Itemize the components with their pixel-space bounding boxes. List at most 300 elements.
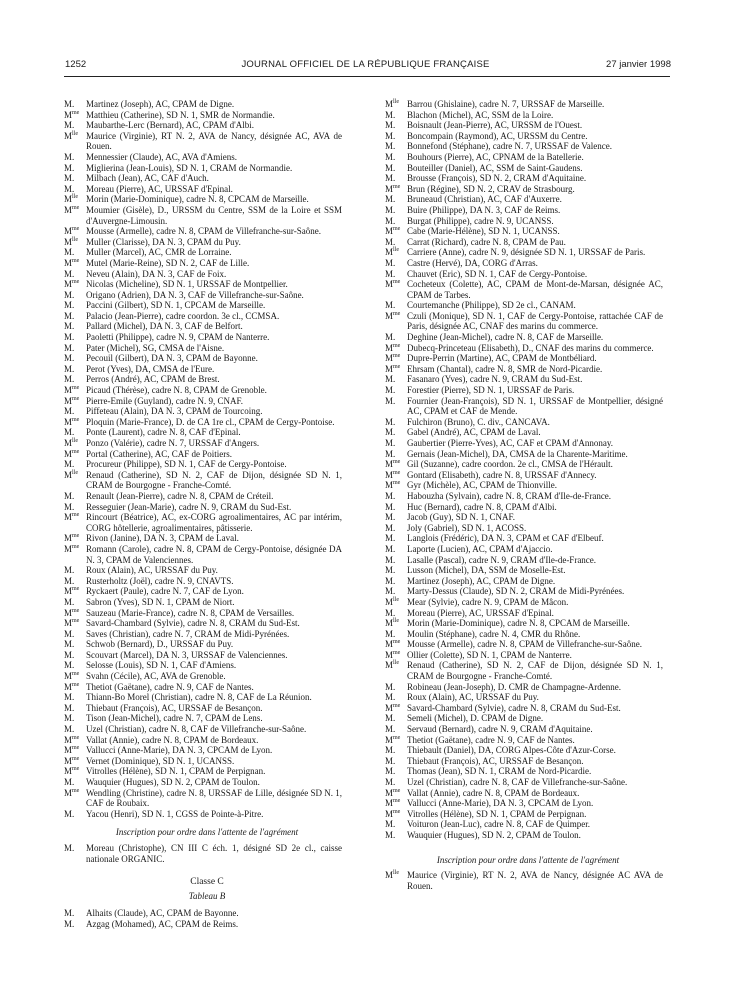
civility: M. xyxy=(385,194,396,205)
list-item xyxy=(58,766,342,777)
list-item xyxy=(58,919,342,930)
civility: $M^{me}$ xyxy=(64,543,80,554)
entry-text: Wauquier (Hugues), SD N. 2, CPAM de Toulon. xyxy=(407,829,581,840)
civility: $M^{me}$ xyxy=(385,353,401,364)
list-item xyxy=(58,396,342,407)
entry-text: Vallucci (Anne-Marie), DA N. 3, CPCAM de Lyon. xyxy=(407,798,594,809)
publication-date: 27 janvier 1998 xyxy=(606,59,671,70)
civility: $M^{me}$ xyxy=(385,183,401,194)
entry-text: Pierre-Emile (Guyland), cadre N. 9, CNAF. xyxy=(86,395,243,406)
list-item xyxy=(58,184,342,195)
list-item xyxy=(58,427,342,438)
entry-text: Sabron (Yves), SD N. 1, CPAM de Niort. xyxy=(86,596,235,607)
list-item xyxy=(379,374,663,385)
left-final-list xyxy=(58,908,342,929)
list-item xyxy=(58,724,342,735)
civility: M. xyxy=(64,628,75,639)
entry-text: Pecouil (Gilbert), DA N. 3, CPAM de Bayonne. xyxy=(86,353,258,364)
entry-text: Gernais (Jean-Michel), DA, CMSA de la Charente-Maritime. xyxy=(407,448,628,459)
civility: M. xyxy=(385,607,396,618)
list-item xyxy=(379,870,663,891)
list-item xyxy=(379,555,663,566)
civility: M. xyxy=(64,713,75,724)
civility: $M^{me}$ xyxy=(385,639,401,650)
civility: M. xyxy=(385,385,396,396)
civility: M. xyxy=(385,565,396,576)
entry-text: Maubarthe-Lerc (Bernard), AC, CPAM d'Albi. xyxy=(86,120,255,131)
list-item xyxy=(379,586,663,597)
civility: M. xyxy=(64,300,75,311)
entry-text: Renaud (Catherine), SD N. 2, CAF de Dijon, désignée SD N. 1, CRAM de Bourgogne - Franche-Comté. xyxy=(407,660,663,682)
civility: M. xyxy=(385,332,396,343)
civility: M. xyxy=(64,162,75,173)
entry-text: Blachon (Michel), AC, SSM de la Loire. xyxy=(407,109,554,120)
entry-text: Gontard (Elisabeth), cadre N. 8, URSSAF d'Annecy. xyxy=(407,469,597,480)
entry-text: Vernet (Dominique), SD N. 1, UCANSS. xyxy=(86,755,235,766)
civility: M. xyxy=(64,173,75,184)
civility: M. xyxy=(385,713,396,724)
entry-text: Uzel (Christian), cadre N. 8, CAF de Villefranche-sur-Saône. xyxy=(86,724,307,735)
civility: $M^{lle}$ xyxy=(64,130,79,141)
civility: M. xyxy=(64,310,75,321)
list-item xyxy=(58,269,342,280)
entry-text: Paoletti (Philippe), cadre N. 9, CPAM de Nanterre. xyxy=(86,332,270,343)
entry-text: Buire (Philippe), DA N. 3, CAF de Reims. xyxy=(407,204,561,215)
list-item xyxy=(58,671,342,682)
civility: $M^{me}$ xyxy=(385,702,401,713)
list-item xyxy=(58,576,342,587)
list-item xyxy=(379,343,663,354)
entry-text: Ponzo (Valérie), cadre N. 7, URSSAF d'Angers. xyxy=(86,438,260,448)
civility: M. xyxy=(385,204,396,215)
list-item xyxy=(58,491,342,502)
list-item xyxy=(379,120,663,131)
civility: M. xyxy=(64,908,75,919)
entry-text: Czuli (Monique), SD N. 1, CAF de Cergy-Pontoise, rattachée CAF de Paris, désignée AC, CNAF des marins du commerce. xyxy=(407,310,663,332)
list-item xyxy=(58,226,342,237)
civility: $M^{me}$ xyxy=(64,448,80,459)
list-item xyxy=(379,798,663,809)
list-item xyxy=(58,417,342,428)
civility: M. xyxy=(64,363,75,374)
entry-text: Cocheteux (Colette), AC, CPAM de Mont-de-Marsan, désignée AC, CPAM de Tarbes. xyxy=(407,279,663,300)
list-item xyxy=(379,385,663,396)
list-item xyxy=(379,724,663,735)
civility: M. xyxy=(64,120,75,131)
list-item xyxy=(379,417,663,428)
list-item xyxy=(58,131,342,152)
entry-text: Paccini (Gilbert), SD N. 1, CPCAM de Marseille. xyxy=(86,300,266,311)
list-item xyxy=(379,713,663,724)
entry-text: Roux (Alain), AC, URSSAF du Puy. xyxy=(407,692,539,703)
list-item xyxy=(58,788,342,809)
entry-text: Vallat (Annie), cadre N. 8, CPAM de Bordeaux. xyxy=(407,787,580,798)
civility: M. xyxy=(64,842,75,853)
civility: $M^{me}$ xyxy=(64,681,80,692)
list-item xyxy=(58,735,342,746)
list-item xyxy=(379,332,663,343)
civility: M. xyxy=(64,183,75,194)
list-item xyxy=(58,502,342,513)
civility: $M^{me}$ xyxy=(385,279,401,290)
list-item xyxy=(58,608,342,619)
list-item xyxy=(379,99,663,110)
list-item xyxy=(58,364,342,375)
entry-text: Azgag (Mohamed), AC, CPAM de Reims. xyxy=(86,918,239,929)
entry-text: Courtemanche (Philippe), SD 2e cl., CANAM. xyxy=(407,300,576,311)
list-item xyxy=(379,512,663,523)
entry-text: Morin (Marie-Dominique), cadre N. 8, CPCAM de Marseille. xyxy=(407,618,630,629)
civility: M. xyxy=(385,490,396,501)
list-item xyxy=(379,597,663,608)
civility: M. xyxy=(385,501,396,512)
civility: M. xyxy=(64,247,75,258)
entry-text: Scouvart (Marcel), DA N. 3, URSSAF de Valenciennes. xyxy=(86,649,288,660)
civility: M. xyxy=(385,586,396,597)
list-item xyxy=(379,608,663,619)
civility: M. xyxy=(64,342,75,353)
entry-text: Yacou (Henri), SD N. 1, CGSS de Pointe-à-Pitre. xyxy=(86,808,264,819)
civility: M. xyxy=(64,268,75,279)
entry-text: Moulin (Stéphane), cadre N. 4, CMR du Rhône. xyxy=(407,628,581,639)
civility: $M^{lle}$ xyxy=(385,99,400,109)
entry-text: Muller (Clarisse), DA N. 3, CPAM du Puy. xyxy=(86,236,241,247)
entry-text: Saves (Christian), cadre N. 7, CRAM de Midi-Pyrénées. xyxy=(86,628,290,639)
entry-text: Rincourt (Béatrice), AC, ex-CORG agroalimentaires, AC par intérim, CORG hôtellerie, agroalimentaires, pâtisserie. xyxy=(86,512,342,533)
civility: $M^{me}$ xyxy=(385,310,401,321)
list-item xyxy=(58,205,342,226)
civility: M. xyxy=(64,406,75,417)
entry-text: Maurice (Virginie), RT N. 2, AVA de Nancy, désignée AC, AVA de Rouen. xyxy=(86,130,342,152)
entry-text: Svahn (Cécile), AC, AVA de Grenoble. xyxy=(86,671,226,682)
civility: M. xyxy=(385,575,396,586)
entry-text: Thiebaut (François), AC, URSSAF de Besançon. xyxy=(407,755,584,766)
civility: $M^{lle}$ xyxy=(385,247,400,258)
entry-text: Origano (Adrien), DA N. 3, CAF de Villefranche-sur-Saône. xyxy=(86,289,304,300)
civility: $M^{me}$ xyxy=(64,226,80,237)
list-item xyxy=(379,152,663,163)
civility: M. xyxy=(385,724,396,735)
civility: M. xyxy=(64,565,75,576)
entry-text: Gil (Suzanne), cadre coordon. 2e cl., CMSA de l'Hérault. xyxy=(407,459,613,470)
list-item xyxy=(58,449,342,460)
civility: $M^{me}$ xyxy=(385,734,401,745)
right-entry-list xyxy=(379,99,663,841)
entry-text: Carriere (Anne), cadre N. 9, désignée SD N. 1, URSSAF de Paris. xyxy=(407,247,646,258)
list-item xyxy=(379,396,663,417)
entry-text: Gaubertier (Pierre-Yves), AC, CAF et CPAM d'Annonay. xyxy=(407,438,614,448)
entry-text: Moreau (Pierre), AC, URSSAF d'Epinal. xyxy=(86,183,233,194)
list-item xyxy=(58,908,342,919)
civility: M. xyxy=(385,173,396,184)
civility: M. xyxy=(385,416,396,427)
list-item xyxy=(379,788,663,799)
list-item xyxy=(379,141,663,152)
civility: M. xyxy=(385,257,396,268)
list-item xyxy=(379,279,663,300)
entry-text: Selosse (Louis), SD N. 1, CAF d'Amiens. xyxy=(86,660,237,671)
civility: M. xyxy=(64,777,75,787)
list-item xyxy=(379,173,663,184)
entry-text: Brousse (François), SD N. 2, CRAM d'Aquitaine. xyxy=(407,173,587,184)
list-item xyxy=(379,269,663,280)
civility: M. xyxy=(385,512,396,523)
civility: $M^{me}$ xyxy=(385,808,401,819)
entry-text: Barrou (Ghislaine), cadre N. 7, URSSAF de Marseille. xyxy=(407,99,605,109)
entry-text: Thiann-Bo Morel (Christian), cadre N. 8, CAF de La Réunion. xyxy=(86,692,312,703)
entry-text: Fasanaro (Yves), cadre N. 9, CRAM du Sud-Est. xyxy=(407,374,583,385)
civility: M. xyxy=(385,215,396,226)
list-item xyxy=(58,692,342,703)
list-item xyxy=(379,131,663,142)
civility: $M^{lle}$ xyxy=(385,618,400,629)
left-pending-subtitle: Inscription pour ordre dans l'attente de l'agrément xyxy=(115,827,299,838)
civility: $M^{me}$ xyxy=(64,385,80,396)
entry-text: Morin (Marie-Dominique), cadre N. 8, CPCAM de Marseille. xyxy=(86,194,309,205)
civility: M. xyxy=(385,151,396,162)
entry-text: Gabel (André), AC, CPAM de Laval. xyxy=(407,427,541,438)
civility: M. xyxy=(385,268,396,279)
civility: M. xyxy=(385,448,396,459)
civility: M. xyxy=(385,141,396,152)
list-item xyxy=(379,629,663,640)
civility: M. xyxy=(64,353,75,364)
list-item xyxy=(58,163,342,174)
list-item xyxy=(58,512,342,533)
list-item xyxy=(379,703,663,714)
list-item xyxy=(379,682,663,693)
entry-text: Roux (Alain), AC, URSSAF du Puy. xyxy=(86,565,218,576)
civility: $M^{lle}$ xyxy=(385,596,400,607)
civility: $M^{me}$ xyxy=(64,766,80,777)
civility: M. xyxy=(64,692,75,703)
list-item xyxy=(58,756,342,767)
civility: $M^{me}$ xyxy=(64,512,80,523)
civility: M. xyxy=(64,575,75,586)
list-item xyxy=(379,110,663,121)
entry-text: Servaud (Bernard), cadre N. 9, CRAM d'Aquitaine. xyxy=(407,724,593,735)
civility: $M^{me}$ xyxy=(64,204,80,215)
entry-text: Tison (Jean-Michel), cadre N. 7, CPAM de Lens. xyxy=(86,713,263,724)
civility: $M^{me}$ xyxy=(385,787,401,798)
civility: M. xyxy=(385,236,396,247)
entry-text: Jacob (Guy), SD N. 1, CNAF. xyxy=(407,512,516,523)
civility: M. xyxy=(385,533,396,544)
list-item xyxy=(58,258,342,269)
left-entry-list xyxy=(58,99,342,819)
civility: M. xyxy=(385,300,396,311)
entry-text: Wendling (Christine), cadre N. 8, URSSAF de Lille, désignée SD N. 1, CAF de Roubaix. xyxy=(86,787,342,809)
entry-text: Dubecq-Princeteau (Elisabeth), D., CNAF des marins du commerce. xyxy=(407,342,654,353)
entry-text: Burgat (Philippe), cadre N. 9, UCANSS. xyxy=(407,215,554,226)
civility: M. xyxy=(385,628,396,639)
entry-text: Forestier (Pierre), SD N. 1, URSSAF de Paris. xyxy=(407,385,575,396)
list-item xyxy=(379,226,663,237)
list-item xyxy=(379,639,663,650)
civility: $M^{me}$ xyxy=(64,755,80,766)
entry-text: Piffeteau (Alain), DA N. 3, CPAM de Tourcoing. xyxy=(86,406,263,417)
list-item xyxy=(379,756,663,767)
civility: M. xyxy=(64,490,75,501)
entry-text: Mutel (Marie-Reine), SD N. 2, CAF de Lille. xyxy=(86,257,250,268)
entry-text: Schwob (Bernard), D., URSSAF du Puy. xyxy=(86,639,234,650)
entry-text: Thetiot (Gaëtane), cadre N. 9, CAF de Nantes. xyxy=(86,681,254,692)
entry-text: Ryckaert (Paule), cadre N. 7, CAF de Lyon. xyxy=(86,586,244,597)
classe-heading: Classe C xyxy=(190,877,224,888)
entry-text: Dupre-Perrin (Martine), AC, CPAM de Montbéliard. xyxy=(407,353,597,364)
civility: $M^{lle}$ xyxy=(64,236,79,247)
civility: M. xyxy=(64,918,75,929)
entry-text: Neveu (Alain), DA N. 3, CAF de Foix. xyxy=(86,268,227,279)
civility: M. xyxy=(385,427,396,438)
list-item xyxy=(379,745,663,756)
list-item xyxy=(58,110,342,121)
civility: M. xyxy=(385,692,396,703)
civility: M. xyxy=(385,374,396,385)
list-item xyxy=(379,184,663,195)
list-item xyxy=(379,364,663,375)
list-item xyxy=(58,544,342,565)
right-column xyxy=(379,99,663,891)
civility: $M^{lle}$ xyxy=(64,438,79,448)
entry-text: Bouteiller (Daniel), AC, SSM de Saint-Gaudens. xyxy=(407,162,583,173)
entry-text: Mousse (Armelle), cadre N. 8, CPAM de Villefranche-sur-Saône. xyxy=(407,639,642,650)
civility: $M^{me}$ xyxy=(64,416,80,427)
list-item xyxy=(379,163,663,174)
civility: M. xyxy=(64,332,75,343)
entry-text: Nicolas (Micheline), SD N. 1, URSSAF de Montpellier. xyxy=(86,279,288,290)
entry-text: Martinez (Joseph), AC, CPAM de Digne. xyxy=(407,575,556,586)
entry-text: Ploquin (Marie-France), D. de CA 1re cl., CPAM de Cergy-Pontoise. xyxy=(86,416,335,427)
entry-text: Fournier (Jean-François), SD N. 1, URSSAF de Montpellier, désigné AC, CPAM et CAF de Mende. xyxy=(407,395,663,417)
entry-text: Habouzha (Sylvain), cadre N. 8, CRAM d'Ile-de-France. xyxy=(407,490,612,501)
entry-text: Perros (André), AC, CPAM de Brest. xyxy=(86,374,220,385)
civility: $M^{me}$ xyxy=(64,734,80,745)
entry-text: Moreau (Pierre), AC, URSSAF d'Epinal. xyxy=(407,607,554,618)
civility: M. xyxy=(385,554,396,565)
entry-text: Perot (Yves), DA, CMSA de l'Eure. xyxy=(86,363,215,374)
list-item xyxy=(379,830,663,841)
list-item xyxy=(58,300,342,311)
list-item xyxy=(379,237,663,248)
list-item xyxy=(379,470,663,481)
entry-text: Milbach (Jean), AC, CAF d'Auch. xyxy=(86,173,209,184)
list-item xyxy=(58,152,342,163)
entry-text: Vallucci (Anne-Marie), DA N. 3, CPCAM de Lyon. xyxy=(86,745,273,756)
civility: M. xyxy=(64,596,75,607)
civility: M. xyxy=(385,829,396,840)
entry-text: Mousse (Armelle), cadre N. 8, CPAM de Villefranche-sur-Saône. xyxy=(86,226,321,237)
civility: M. xyxy=(385,755,396,766)
entry-text: Resseguier (Jean-Marie), cadre N. 9, CRAM du Sud-Est. xyxy=(86,501,292,512)
entry-text: Robineau (Jean-Joseph), D. CMR de Champagne-Ardenne. xyxy=(407,681,621,692)
entry-text: Miglierina (Jean-Louis), SD N. 1, CRAM de Normandie. xyxy=(86,162,293,173)
civility: M. xyxy=(64,374,75,385)
entry-text: Castre (Hervé), DA, CORG d'Arras. xyxy=(407,257,538,268)
list-item xyxy=(58,597,342,608)
entry-text: Pater (Michel), SG, CMSA de l'Aisne. xyxy=(86,342,225,353)
list-item xyxy=(58,438,342,449)
entry-text: Matthieu (Catherine), SD N. 1, SMR de Normandie. xyxy=(86,109,275,120)
civility: M. xyxy=(64,724,75,735)
entry-text: Rivon (Janine), DA N. 3, CPAM de Laval. xyxy=(86,533,239,544)
list-item xyxy=(58,629,342,640)
entry-text: Ehrsam (Chantal), cadre N. 8, SMR de Nord-Picardie. xyxy=(407,363,603,374)
page-header xyxy=(0,59,731,75)
list-item xyxy=(379,618,663,629)
list-item xyxy=(379,735,663,746)
list-item xyxy=(379,766,663,777)
entry-text: Moreau (Christophe), CN III C éch. 1, désigné SD 2e cl., caisse nationale ORGANIC. xyxy=(86,842,342,864)
entry-text: Mennessier (Claude), AC, AVA d'Amiens. xyxy=(86,151,238,162)
civility: $M^{me}$ xyxy=(385,342,401,353)
entry-text: Thetiot (Gaëtane), cadre N. 9, CAF de Nantes. xyxy=(407,734,575,745)
civility: $M^{me}$ xyxy=(385,469,401,480)
list-item xyxy=(58,374,342,385)
civility: M. xyxy=(385,766,396,777)
list-item xyxy=(58,565,342,576)
civility: $M^{me}$ xyxy=(64,533,80,544)
list-item xyxy=(379,502,663,513)
list-item xyxy=(58,321,342,332)
entry-text: Brun (Régine), SD N. 2, CRAV de Strasbourg. xyxy=(407,183,575,194)
civility: $M^{me}$ xyxy=(385,480,401,491)
entry-text: Picaud (Thérèse), cadre N. 8, CPAM de Grenoble. xyxy=(86,385,267,396)
entry-text: Vitrolles (Hélène), SD N. 1, CPAM de Perpignan. xyxy=(86,766,266,777)
list-item xyxy=(379,353,663,364)
entry-text: Thiebault (Daniel), DA, CORG Alpes-Côte d'Azur-Corse. xyxy=(407,745,616,756)
entry-text: Rusterholtz (Joël), cadre N. 9, CNAVTS. xyxy=(86,575,234,586)
list-item xyxy=(379,449,663,460)
civility: M. xyxy=(385,543,396,554)
list-item xyxy=(58,343,342,354)
list-item xyxy=(58,650,342,661)
civility: M. xyxy=(64,660,75,671)
list-item xyxy=(379,819,663,830)
civility: M. xyxy=(64,501,75,512)
civility: M. xyxy=(64,289,75,300)
civility: $M^{me}$ xyxy=(64,745,80,756)
civility: M. xyxy=(385,120,396,131)
list-item xyxy=(379,247,663,258)
civility: M. xyxy=(64,702,75,713)
entry-text: Sauzeau (Marie-France), cadre N. 8, CPAM de Versailles. xyxy=(86,607,295,618)
entry-text: Moumier (Gisèle), D., URSSM du Centre, SSM de la Loire et SSM d'Auvergne-Limousin. xyxy=(86,204,342,226)
civility: M. xyxy=(385,681,396,692)
list-item xyxy=(379,491,663,502)
entry-text: Deghine (Jean-Michel), cadre N. 8, CAF de Marseille. xyxy=(407,332,604,343)
list-item xyxy=(58,406,342,417)
list-item xyxy=(379,427,663,438)
civility: $M^{me}$ xyxy=(385,798,401,809)
civility: $M^{me}$ xyxy=(64,618,80,629)
civility: M. xyxy=(64,321,75,332)
civility: $M^{me}$ xyxy=(64,586,80,597)
list-item xyxy=(58,639,342,650)
list-item xyxy=(379,300,663,311)
civility: M. xyxy=(385,777,396,787)
civility: $M^{lle}$ xyxy=(385,660,400,671)
civility: M. xyxy=(385,162,396,173)
entry-text: Mear (Sylvie), cadre N. 9, CPAM de Mâcon. xyxy=(407,596,569,607)
entry-text: Bonnefond (Stéphane), cadre N. 7, URSSAF de Valence. xyxy=(407,141,613,152)
list-item xyxy=(58,745,342,756)
header-rule xyxy=(64,76,670,77)
entry-text: Savard-Chambard (Sylvie), cadre N. 8, CRAM du Sud-Est. xyxy=(86,618,300,629)
list-item xyxy=(58,713,342,724)
list-item xyxy=(58,173,342,184)
list-item xyxy=(58,777,342,788)
